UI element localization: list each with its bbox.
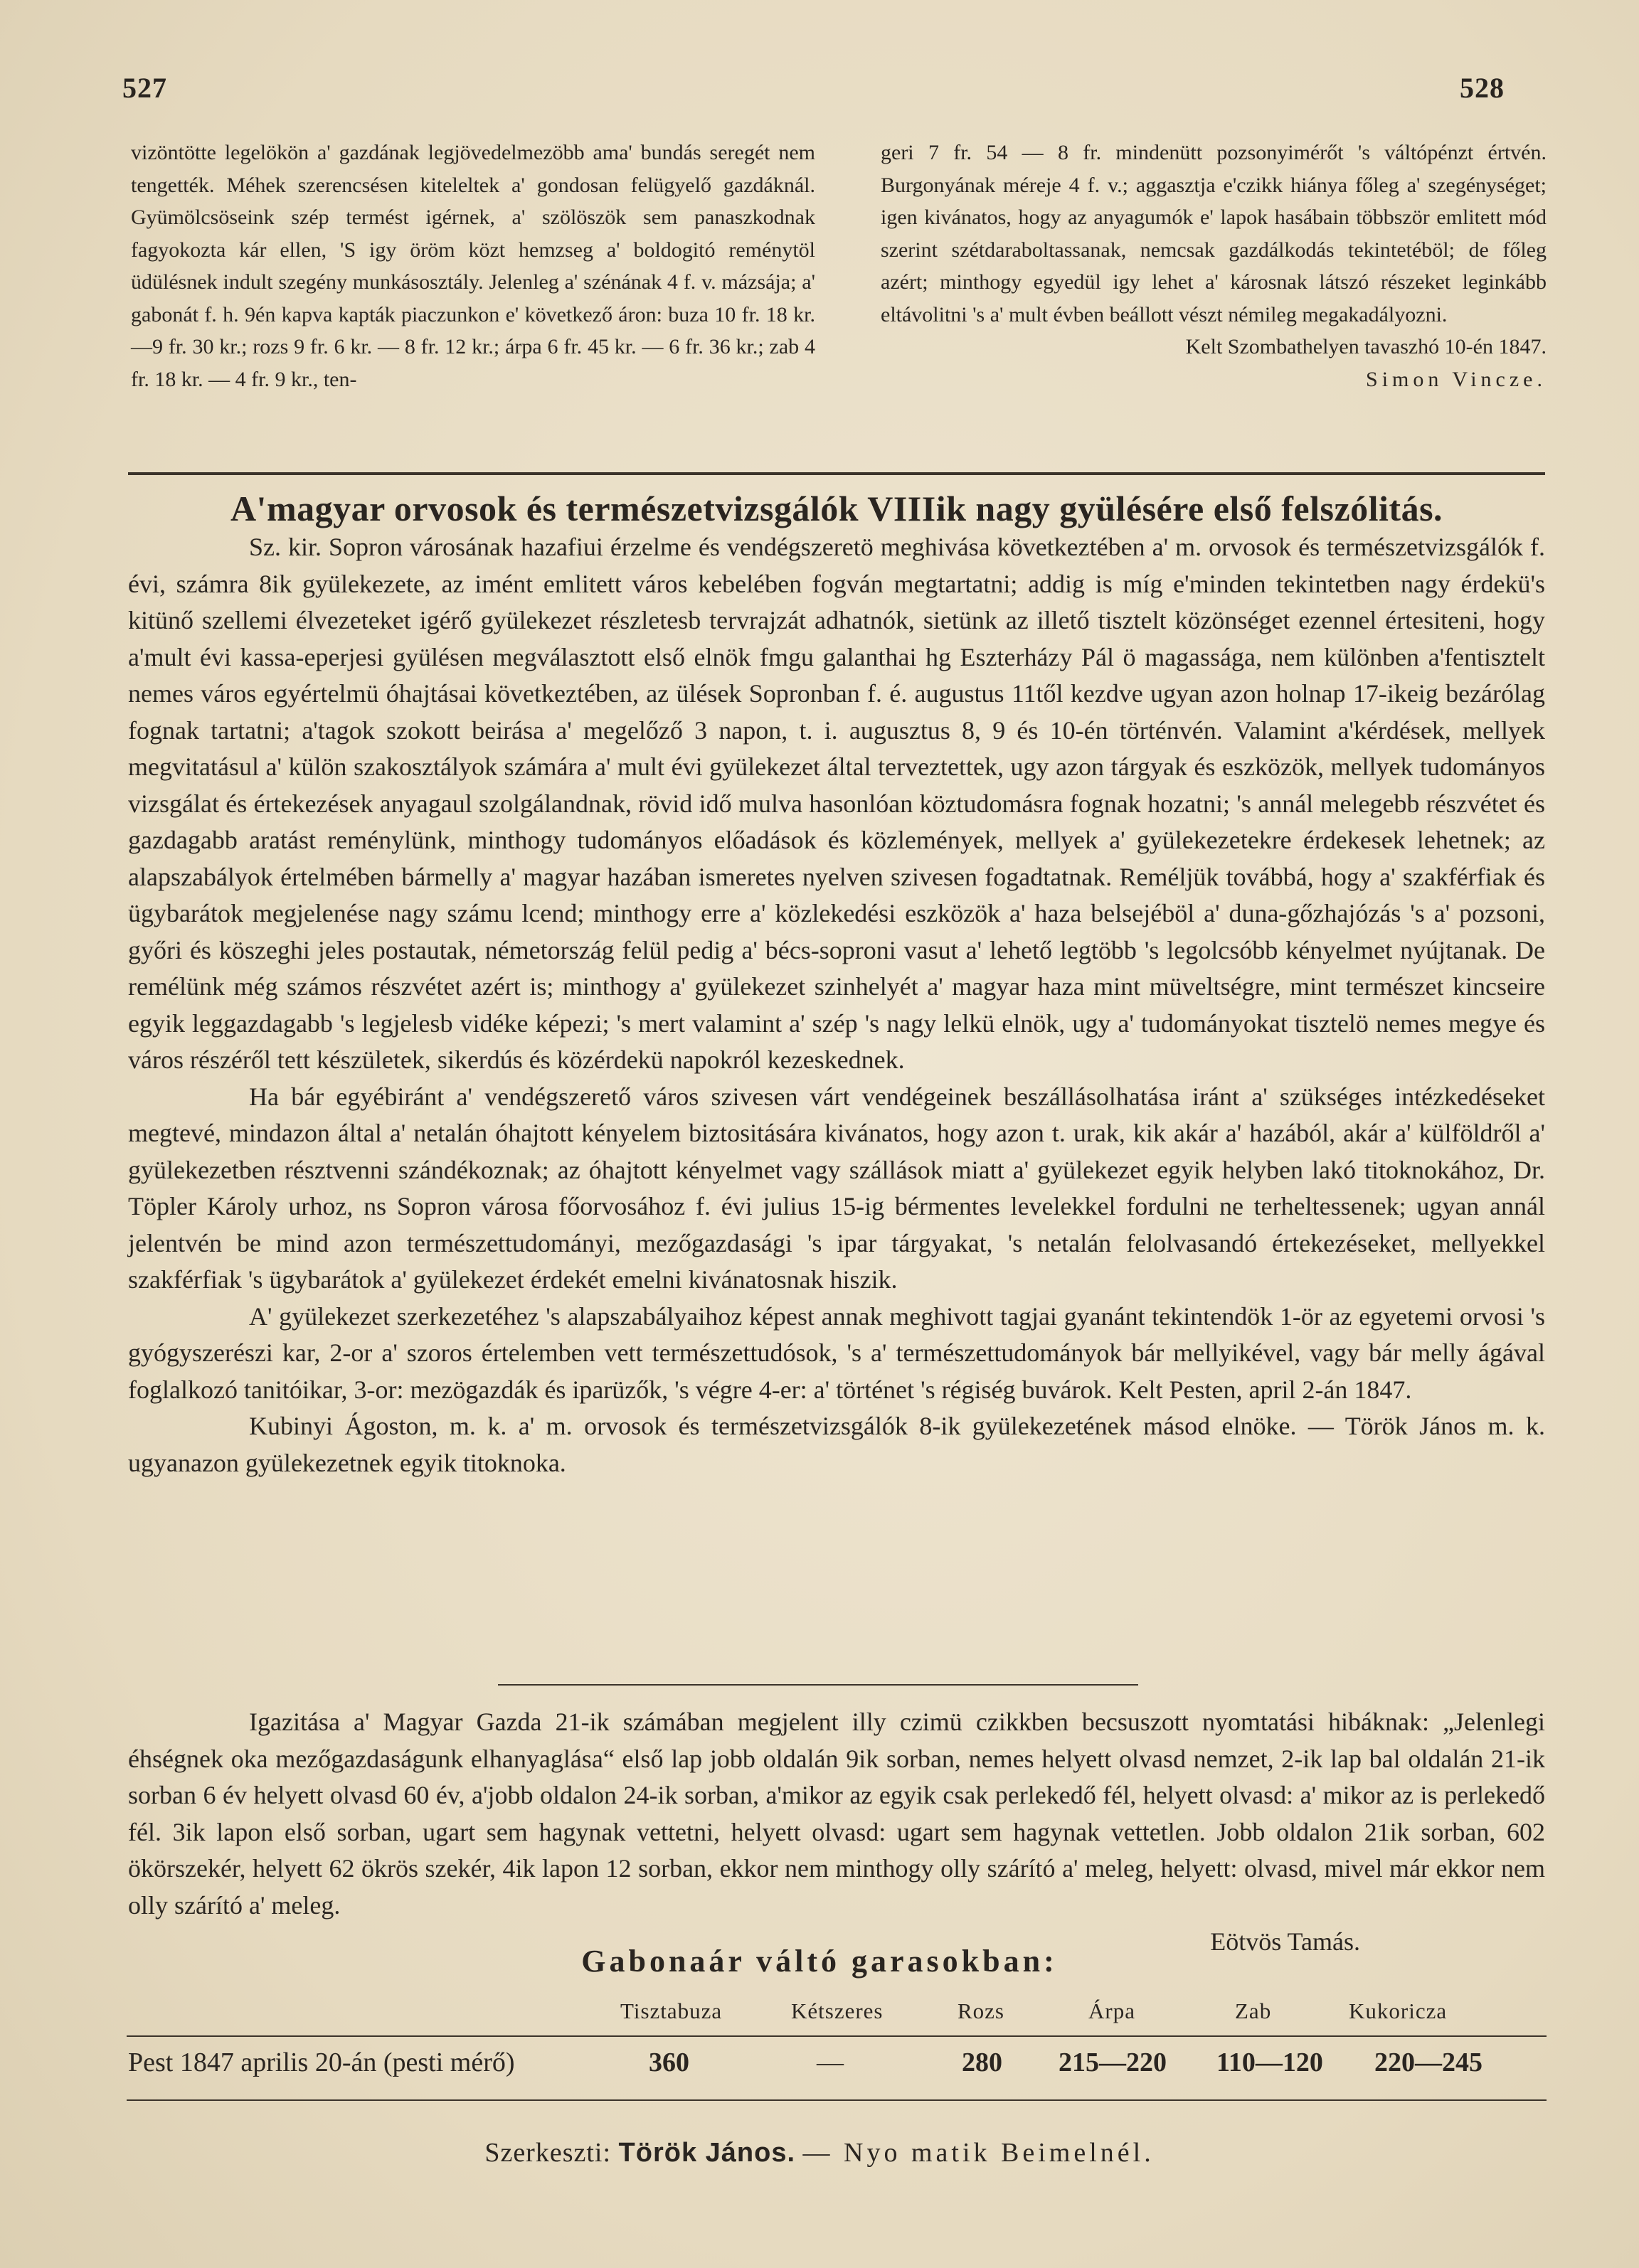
- article-signatures: Kubinyi Ágoston, m. k. a' m. orvosok és természetvizsgálók 8-ik gyülekezetének másod elnöke. — Török János m. k. ugyanazon gyülekezetnek egyik titoknoka.: [128, 1412, 1545, 1477]
- table-rule-bottom: [127, 2099, 1547, 2101]
- article-paragraph: Sz. kir. Sopron városának hazafiui érzelme és vendégszeretö meghivása következtében a' m. orvosok és természetvizsgálók f. évi, számra 8ik gyülekezete, az imént emlitett város kebelében fogván megtartatni; addig is míg e'minden tekintetben nagy érdekü's kitünő szellemi élvezeteket igérő gyülekezet részletesb tervrajzát adhatnók, sietünk az illető tisztelt közönséget ezennel értesiteni, hogy a'mult évi kassa-eperjesi gyülésen megválasztott első elnök fmgu galanthai hg Eszterházy Pál ö magassága, nem különben a'fentisztelt nemes város egyértelmü óhajtásai következtében, az ülések Sopronban f. é. augustus 11től kezdve ugyan azon holnap 17-ikeig bezárólag fognak tartatni; a'tagok szokott beirása a' megelőző 3 napon, t. i. augusztus 8, 9 és 10-én történvén. Valamint a'kérdések, mellyek megvitatásul a' külön szakosztályok számára a' mult évi gyülekezet által terveztettek, ugy azon tárgyak és eszközök, mellyek tudományos vizsgálat és értekezések anyagaul szolgálandnak, rövid idő mulva hasonlóan köztudomásra fognak hozatni; 's annál melegebb részvétet és gazdagabb aratást reménylünk, minthogy tudományos előadások és közlemények, mellyek a' gyülekezetekre érdekesek lehetnek; az alapszabályok értelmében bármelly a' magyar hazában ismeretes nyelven szivesen fogadtatnak. Reméljük továbbá, hogy a' szakférfiak és ügybarátok megjelenése nagy számu lcend; minthogy erre a' közlekedési eszközök a' haza belsejéböl a' duna-gőzhajózás 's a' pozsoni, győri és köszeghi jeles postautak, németország felül pedig a' bécs-soproni vasut a' lehető legtöbb 's legolcsóbb kényelmet nyújtanak. De remélünk még számos részvétet azért is; minthogy a' gyülekezet szinhelyét a' magyar haza mint müveltségre, mint természet kincseire egyik leggazdagabb 's legjelesb vidéke képezi; 's mert valamint a' szép 's nagy lelkü elnök, ugy a' tudományokat tisztelö nemes megye és város részéről tett készületek, sikerdús és közérdekü napokról kezeskednek.: [128, 533, 1545, 1074]
- short-divider: [498, 1684, 1138, 1686]
- article-body: [128, 529, 1545, 1481]
- table-header-ketszeres: Kétszeres: [791, 1998, 884, 2023]
- table-header-kukoricza: Kukoricza: [1349, 1998, 1448, 2023]
- page-number-right: 528: [1460, 72, 1505, 104]
- footer-editor: Török János.: [618, 2138, 796, 2168]
- right-column: [881, 137, 1547, 395]
- right-column-text: geri 7 fr. 54 — 8 fr. mindenütt pozsonyimérőt 's váltópénzt értvén. Burgonyának méreje 4 f. v.; aggasztja e'czikk hiánya főleg a' szegénységet; igen kivánatos, hogy az anyagumók e' lapok hasábain többször emlitett mód szerint szétdaraboltassanak, nemcsak gazdálkodás tekintetéböl; de főleg azért; minthogy egyedül igy lehet a' károsnak látszó részeket leginkább eltávolitni 's a' mult évben beállott vészt némileg megakadályozni.: [881, 141, 1547, 326]
- table-row-label: Pest 1847 aprilis 20-án (pesti mérő): [128, 2048, 515, 2077]
- article-paragraph: Ha bár egyébiránt a' vendégszerető város szivesen várt vendégeinek beszállásolhatása iránt a' szükséges intézkedéseket megtevé, mindazon által a' netalán óhajtott kényelem biztositására kivánatos, hogy azon t. urak, kik akár a' hazából, akár a' külföldről a' gyülekezetben résztvenni szándékoznak; az óhajtott kényelmet vagy szállások miatt a' gyülekezet egyik helyben lakó titoknokához, Dr. Töpler Károly urhoz, ns Sopron városa főorvosához f. évi julius 15-ig bérmentes levelekkel fordulni ne terheltessenek; ugyan annál jelentvén be mind azon természettudományi, mezőgazdasági 's ipar tárgyakat, 's netalán felolvasandó értekezéseket, mellyekkel szakférfiak 's ügybarátok a' gyülekezet érdekét emelni kivánatosnak hiszik.: [128, 1082, 1545, 1294]
- article-paragraph: A' gyülekezet szerkezetéhez 's alapszabályaihoz képest annak meghivott tagjai gyanánt tekintendök 1-ör az egyetemi orvosi 's gyógyszerészi kar, 2-or a' szoros értelemben vett természettudósok, 's a' természettudományok bár mellyikével, vagy bár melly ágával foglalkozó tanitóikar, 3-or: mezögazdák és iparüzők, 's végre 4-er: a' történet 's régiség buvárok. Kelt Pesten, april 2-án 1847.: [128, 1301, 1545, 1404]
- left-column-text: vizöntötte legelökön a' gazdának legjövedelmezöbb ama' bundás seregét nem tengették. Méhek szerencsésen kiteleltek a' gondosan felügyelő gazdáknál. Gyümölcsöseink szép termést igérnek, a' szölöszök sem panaszkodnak fagyokozta kár ellen, 'S igy öröm közt hemzseg a' boldogitó reménytöl üdülésnek indult szegény munkásosztály. Jelenleg a' szénának 4 f. v. mázsája; a' gabonát f. h. 9én kapva kapták piaczunkon e' következő áron: buza 10 fr. 18 kr.—9 fr. 30 kr.; rozs 9 fr. 6 kr. — 8 fr. 12 kr.; árpa 6 fr. 45 kr. — 6 fr. 36 kr.; zab 4 fr. 18 kr. — 4 fr. 9 kr., ten-: [131, 141, 815, 391]
- table-cell: 215—220: [1059, 2048, 1167, 2077]
- dateline: Kelt Szombathelyen tavaszhó 10-én 1847.: [1185, 335, 1547, 358]
- correction-signature: Eötvös Tamás.: [1210, 1927, 1360, 1956]
- article-heading: A'magyar orvosok és természetvizsgálók VIIIik nagy gyülésére első felszólitás.: [230, 489, 1443, 528]
- table-header-zab: Zab: [1235, 1998, 1272, 2023]
- price-table-title: Gabonaár váltó garasokban:: [581, 1944, 1058, 1979]
- footer-prefix: Szerkeszti:: [484, 2138, 612, 2168]
- table-header-rozs: Rozs: [958, 1998, 1004, 2023]
- table-rule-top: [127, 2035, 1547, 2037]
- table-header-arpa: Árpa: [1088, 1998, 1135, 2023]
- table-cell: 360: [649, 2048, 689, 2077]
- correction-notice: [128, 1704, 1545, 1961]
- table-cell: 220—245: [1374, 2048, 1482, 2077]
- table-header-tisztabuza: Tisztabuza: [620, 1998, 723, 2023]
- right-column-signature: Simon Vincze.: [1366, 367, 1547, 391]
- section-divider: [128, 472, 1545, 475]
- left-column: [131, 137, 815, 395]
- table-cell: —: [817, 2048, 844, 2077]
- correction-text: Igazitása a' Magyar Gazda 21-ik számában megjelent illy czimü czikkben becsuszott nyomtatási hibáknak: „Jelenlegi éhségnek oka mezőgazdaságunk elhanyaglása“ első lap jobb oldalán 9ik sorban, nemes helyett olvasd nemzet, 2-ik lap bal oldalán 21-ik sorban 6 év helyett olvasd 60 év, a'jobb oldalon 24-ik sorban, a'mikor az egyik csak perlekedő fél, helyett olvasd: a' mikor az is perlekedő fél. 3ik lapon első sorban, ugart sem hagynak vettetni, helyett olvasd: ugart sem hagynak vettetlen. Jobb oldalon 21ik sorban, 602 ökörszekér, helyett 62 ökrös szekér, 4ik lapon 12 sorban, ekkor nem minthogy olly szárító a' meleg, helyett: olvasd, mivel már ekkor nem olly szárító a' meleg.: [128, 1708, 1545, 1920]
- imprint-footer: [0, 2137, 1639, 2168]
- page-number-left: 527: [122, 72, 167, 104]
- table-cell: 110—120: [1216, 2048, 1323, 2077]
- footer-printer: — Nyo matik Beimelnél.: [802, 2138, 1155, 2168]
- table-cell: 280: [962, 2048, 1002, 2077]
